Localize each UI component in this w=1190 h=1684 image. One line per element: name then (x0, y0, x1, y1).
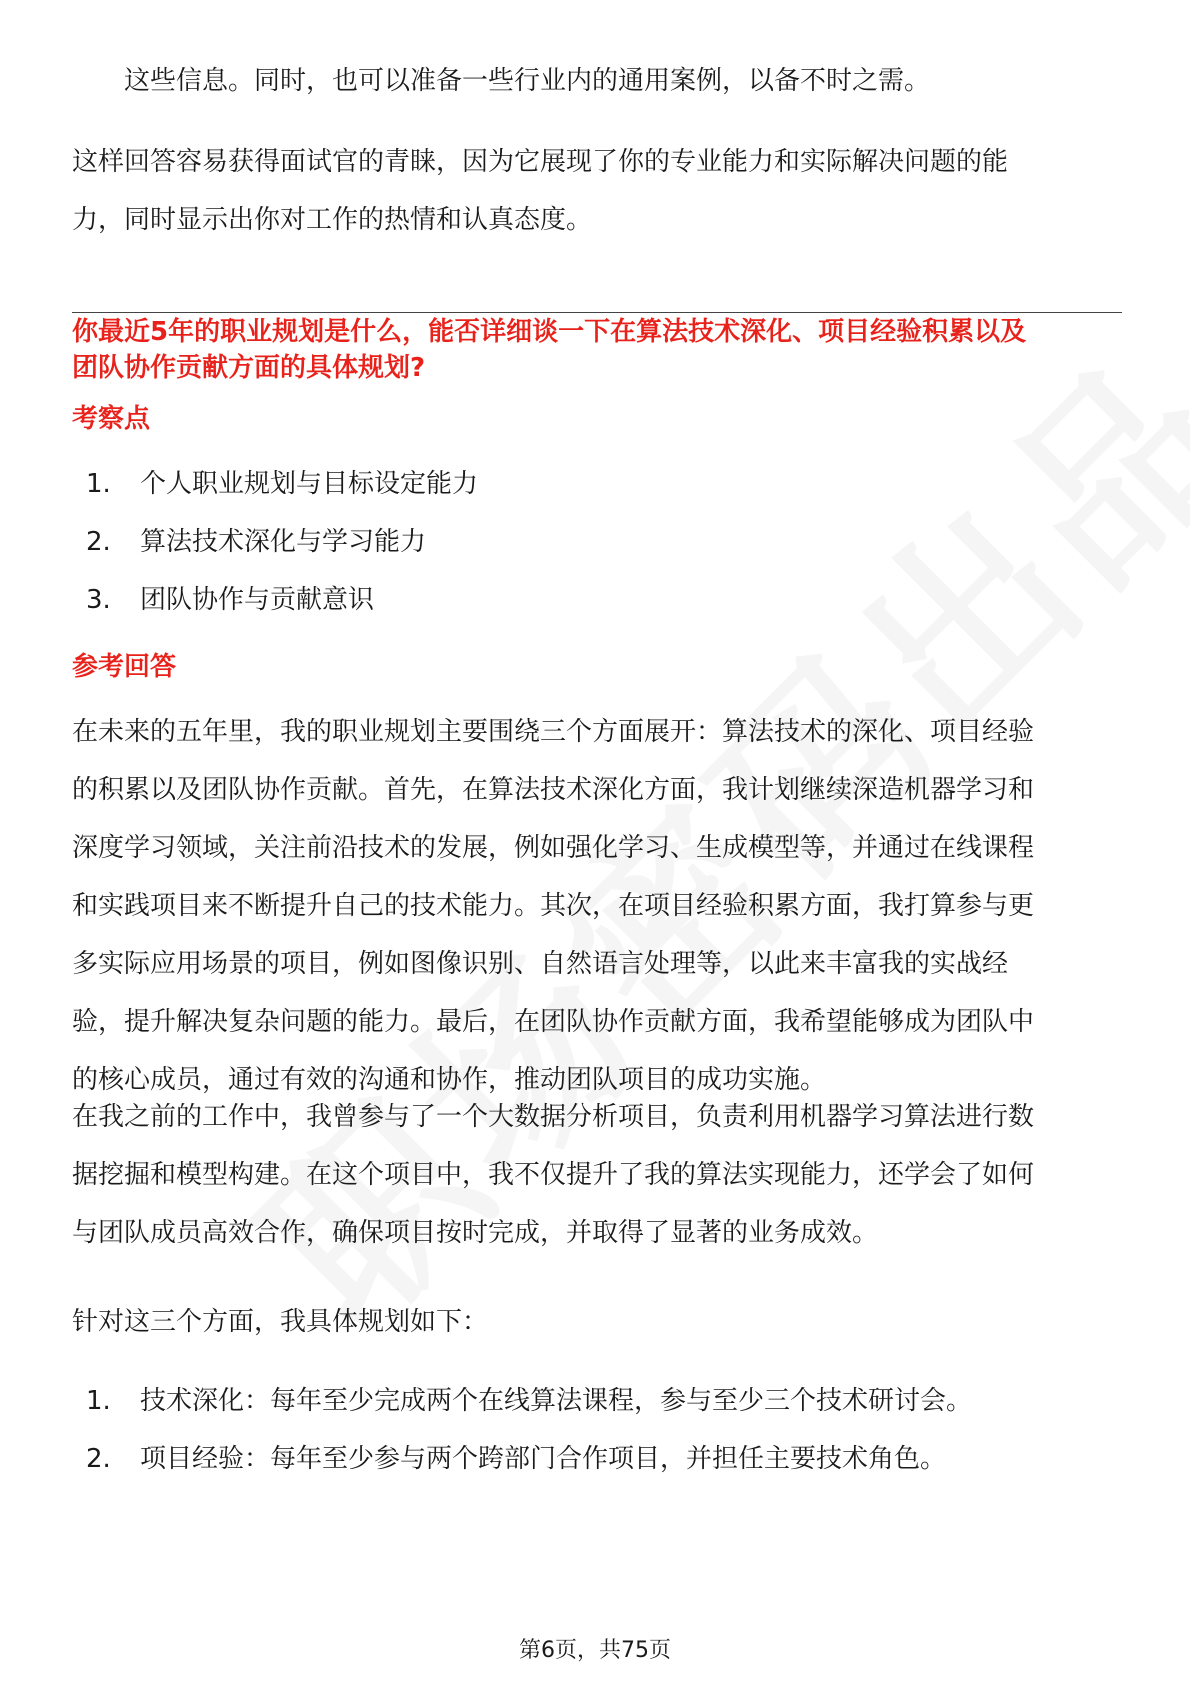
section-divider (72, 312, 1122, 313)
answer-heading: 参考回答 (72, 652, 177, 682)
points-list (72, 455, 1072, 629)
list-item: 3. 团队协作与贡献意识 (86, 585, 375, 615)
list-item: 1. 技术深化：每年至少完成两个在线算法课程，参与至少三个技术研讨会。 (86, 1386, 973, 1416)
question-title: 你最近5年的职业规划是什么，能否详细谈一下在算法技术深化、项目经验积累以及团队协作贡献方面的具体规划? (72, 317, 1027, 383)
continued-line: 这些信息。同时，也可以准备一些行业内的通用案例，以备不时之需。 (124, 66, 931, 96)
answer-paragraph-3: 针对这三个方面，我具体规划如下： (72, 1307, 489, 1337)
points-heading: 考察点 (72, 404, 151, 434)
list-item: 1. 个人职业规划与目标设定能力 (86, 469, 479, 499)
closing-paragraph: 这样回答容易获得面试官的青睐，因为它展现了你的专业能力和实际解决问题的能力，同时显示出你对工作的热情和认真态度。 (72, 147, 1009, 235)
answer-paragraph-1: 在未来的五年里，我的职业规划主要围绕三个方面展开：算法技术的深化、项目经验的积累以及团队协作贡献。首先，在算法技术深化方面，我计划继续深造机器学习和深度学习领域，关注前沿技术的发展，例如强化学习、生成模型等，并通过在线课程和实践项目来不断提升自己的技术能力。其次，在项目经验积累方面，我打算参与更多实际应用场景的项目，例如图像识别、自然语言处理等，以此来丰富我的实战经验，提升解决复杂问题的能力。最后，在团队协作贡献方面，我希望能够成为团队中的核心成员，通过有效的沟通和协作，推动团队项目的成功实施。 (72, 717, 1035, 1095)
plan-list (72, 1372, 1112, 1488)
page-number: 第6页，共75页 (519, 1638, 671, 1663)
answer-paragraph-2: 在我之前的工作中，我曾参与了一个大数据分析项目，负责利用机器学习算法进行数据挖掘和模型构建。在这个项目中，我不仅提升了我的算法实现能力，还学会了如何与团队成员高效合作，确保项目按时完成，并取得了显著的业务成效。 (72, 1102, 1035, 1248)
list-item: 2. 项目经验：每年至少参与两个跨部门合作项目，并担任主要技术角色。 (86, 1444, 947, 1474)
list-item: 2. 算法技术深化与学习能力 (86, 527, 427, 557)
